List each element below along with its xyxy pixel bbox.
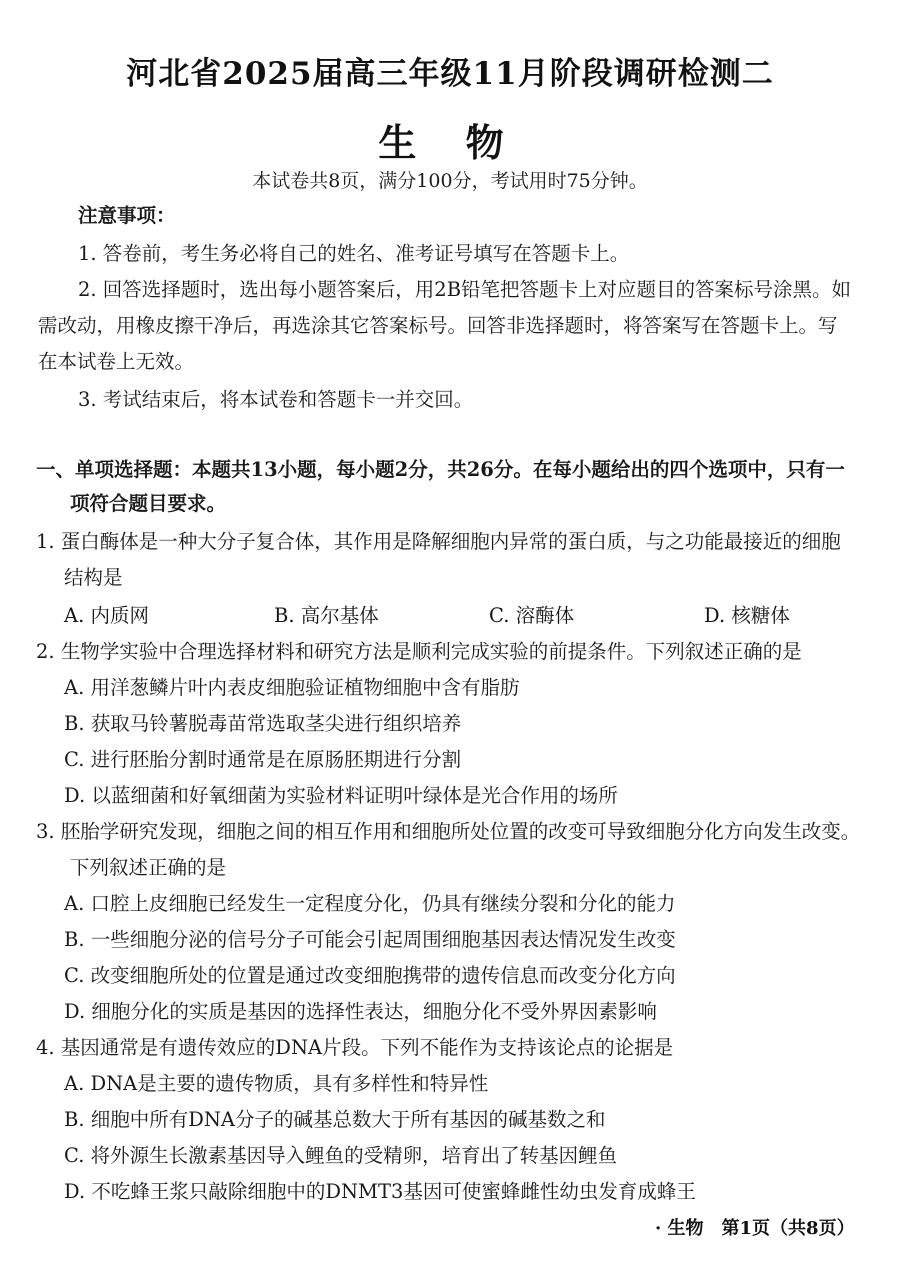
exam-info: 本试卷共8页，满分100分，考试用时75分钟。 [252,170,648,192]
subject-title: 生 物 [378,120,522,165]
notes-heading: 注意事项： [78,204,176,227]
option-c: C. 将外源生长激素基因导入鲤鱼的受精卵，培育出了转基因鲤鱼 [64,1144,618,1167]
exam-title: 河北省2025届高三年级11月阶段调研检测二 [126,56,774,92]
note-item: 需改动，用橡皮擦干净后，再选涂其它答案标号。回答非选择题时，将答案写在答题卡上。写 [38,314,838,337]
section-heading-cont: 项符合题目要求。 [70,492,227,515]
question-stem: 1. 蛋白酶体是一种大分子复合体，其作用是降解细胞内异常的蛋白质，与之功能最接近的细胞 [36,530,841,553]
section-heading: 一、单项选择题：本题共13小题，每小题2分，共26分。在每小题给出的四个选项中，只有一 [36,458,845,481]
option-d: D. 核糖体 [704,604,790,627]
note-item: 在本试卷上无效。 [38,350,195,373]
option-b: B. 获取马铃薯脱毒苗常选取茎尖进行组织培养 [64,712,462,735]
option-d: D. 以蓝细菌和好氧细菌为实验材料证明叶绿体是光合作用的场所 [64,784,618,807]
option-b: B. 高尔基体 [274,604,379,627]
question-stem: 3. 胚胎学研究发现，细胞之间的相互作用和细胞所处位置的改变可导致细胞分化方向发生改变。 [36,820,861,843]
note-item: 1. 答卷前，考生务必将自己的姓名、准考证号填写在答题卡上。 [78,242,630,265]
option-b: B. 一些细胞分泌的信号分子可能会引起周围细胞基因表达情况发生改变 [64,928,676,951]
q1-options [64,600,824,630]
question-stem-cont: 结构是 [64,566,123,589]
option-a: A. 内质网 [64,604,149,627]
option-c: C. 改变细胞所处的位置是通过改变细胞携带的遗传信息而改变分化方向 [64,964,676,987]
option-d: D. 细胞分化的实质是基因的选择性表达，细胞分化不受外界因素影响 [64,1000,657,1023]
note-item: 3. 考试结束后，将本试卷和答题卡一并交回。 [78,388,474,411]
option-a: A. 口腔上皮细胞已经发生一定程度分化，仍具有继续分裂和分化的能力 [64,892,676,915]
option-c: C. 进行胚胎分割时通常是在原肠胚期进行分割 [64,748,462,771]
page-footer: · 生物 第1页（共8页） [655,1218,855,1239]
question-stem-cont: 下列叙述正确的是 [70,856,227,879]
option-a: A. 用洋葱鳞片叶内表皮细胞验证植物细胞中含有脂肪 [64,676,520,699]
question-stem: 2. 生物学实验中合理选择材料和研究方法是顺利完成实验的前提条件。下列叙述正确的是 [36,640,802,663]
note-item: 2. 回答选择题时，选出每小题答案后，用2B铅笔把答题卡上对应题目的答案标号涂黑。如 [78,278,852,301]
option-b: B. 细胞中所有DNA分子的碱基总数大于所有基因的碱基数之和 [64,1108,606,1131]
option-c: C. 溶酶体 [489,604,575,627]
question-stem: 4. 基因通常是有遗传效应的DNA片段。下列不能作为支持该论点的论据是 [36,1036,674,1059]
option-d: D. 不吃蜂王浆只敲除细胞中的DNMT3基因可使蜜蜂雌性幼虫发育成蜂王 [64,1180,696,1203]
option-a: A. DNA是主要的遗传物质，具有多样性和特异性 [64,1072,489,1095]
